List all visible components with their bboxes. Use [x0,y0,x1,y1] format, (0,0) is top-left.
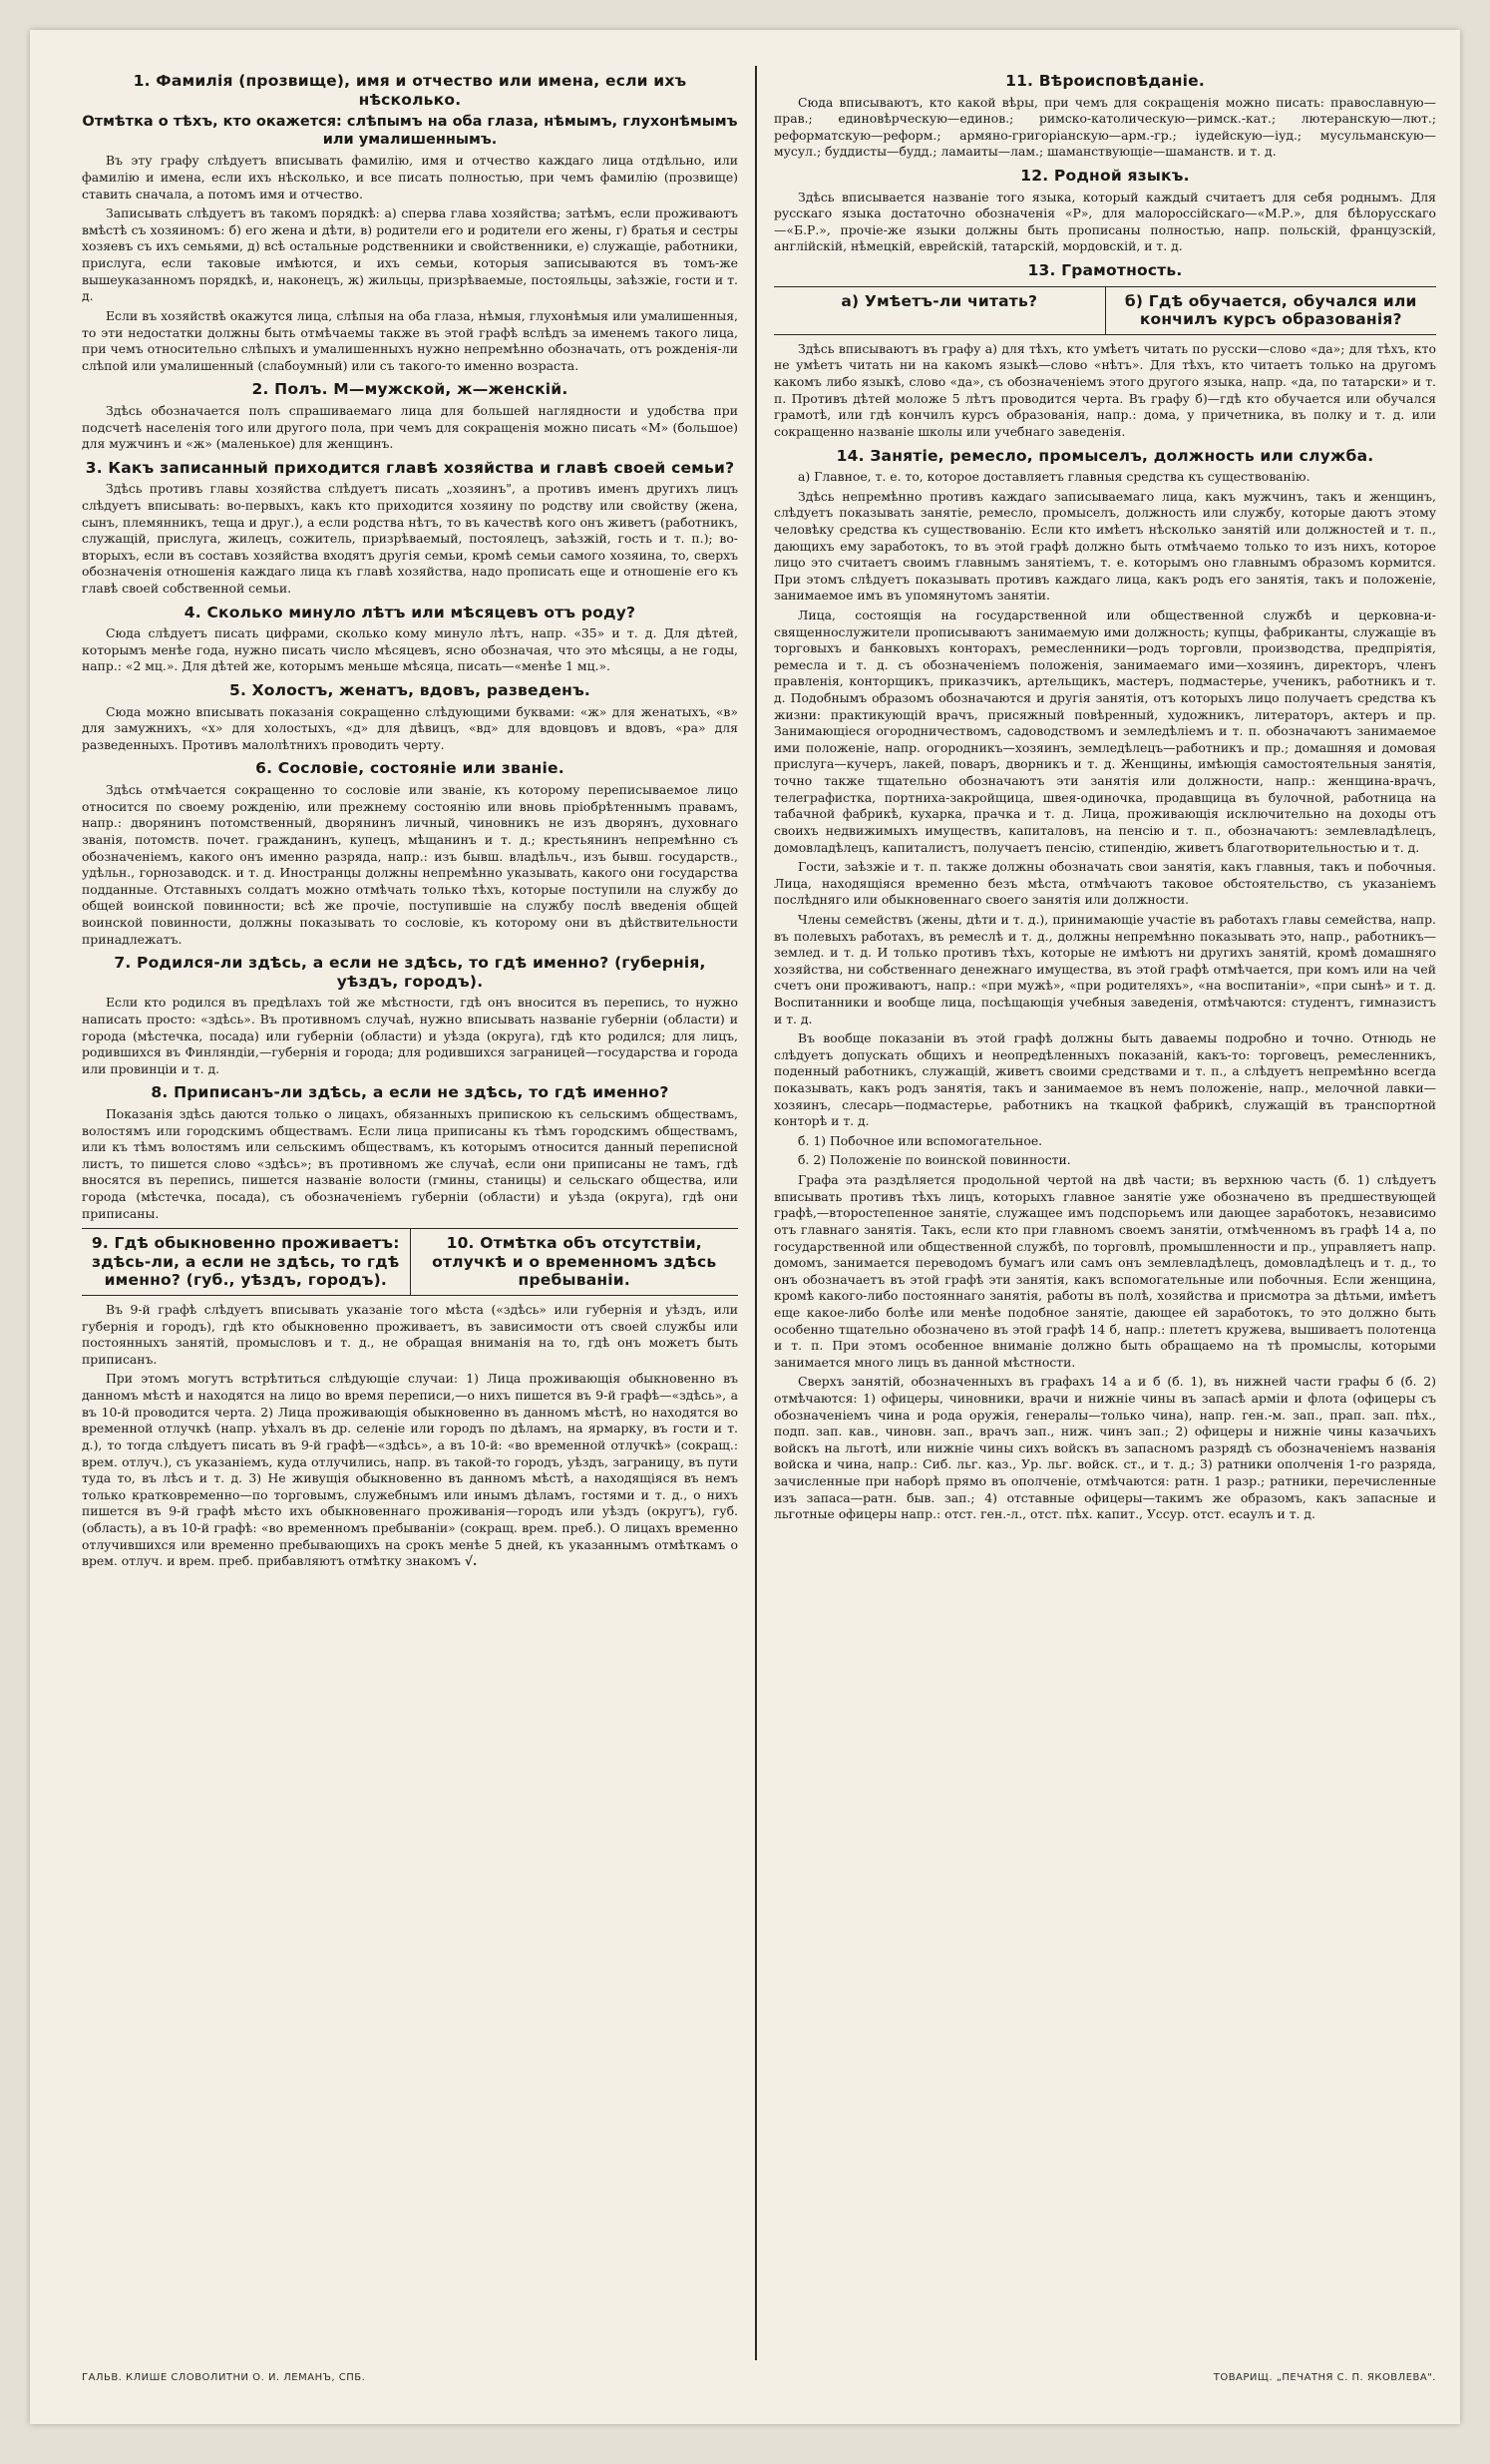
section-9-10-header [82,1228,738,1296]
section-9-paragraph-text: При этомъ могутъ встрѣтиться слѣдующіе случаи: 1) Лица проживающія обыкновенно въ данномъ мѣстѣ и находятся на лицо во время переписи,—о нихъ пишется въ 9-й графѣ—«здѣсь», а въ 10-й проводится черта. 2) Лица проживающія обыкновенно въ данномъ мѣстѣ, но находятся во временной отлучкѣ (напр. уѣхалъ въ др. селеніе или городъ по дѣламъ, на ярмарку, въ гости и т. д.), то тогда слѣдуетъ писать въ 9-й графѣ—«здѣсь», а въ 10-й: «во временной отлучкѣ» (сокращ.: врем. отлуч.), съ указаніемъ, куда отлучились, напр. въ такой-то городъ, уѣздъ, заграницу, въ пути туда то, въ лѣсъ и т. д. 3) Не живущія обыкновенно въ данномъ мѣстѣ, а находящіяся въ немъ только кратковременно—по торговымъ, служебнымъ или инымъ дѣламъ, гостями и т. д., о нихъ пишется въ 9-й графѣ мѣсто ихъ обыкновеннаго проживанія—городъ или уѣздъ (округъ), губ. (область), а въ 10-й графѣ: «во временномъ пребываніи» (сокращ. врем. преб.). О лицахъ временно отлучившихся или временно пребывающихъ на срокъ менѣе 5 дней, къ указаннымъ отмѣткамъ о врем. отлуч. и врем. преб. прибавляютъ отмѣтку знакомъ [82,1371,738,1569]
section-14-paragraph: Здѣсь непремѣнно противъ каждаго записываемаго лица, какъ мужчинъ, такъ и женщинъ, слѣдуетъ показывать занятіе, ремесло, промыселъ, должность или службу, которые даютъ этому человѣку средства къ существованію. Если кто имѣетъ нѣсколько занятій или должностей и т. п., дающихъ ему заработокъ, то въ этой графѣ должно быть отмѣчаемо только то изъ нихъ, которое лицо это считаетъ своимъ главнымъ занятіемъ, т. е. которымъ оно главнымъ образомъ кормится. При этомъ слѣдуетъ показывать противъ каждаго лица, какъ родъ его занятія, такъ и положеніе, занимаемое имъ въ упомянутомъ занятіи. [774,488,1436,604]
section-11-title: 11. Вѣроисповѣданіе. [1005,72,1205,90]
section-13b-title: б) Гдѣ обучается, обучался или кончилъ курсъ образованія? [1124,291,1417,329]
section-2-paragraph: Здѣсь обозначается полъ спрашиваемаго лица для большей наглядности и удобства при подсчетѣ населенія того или другого пола, при чемъ для сокращенія можно писать «М» (большое) для мужчинъ и «ж» (маленькое) для женщинъ. [82,402,738,452]
section-8-title: 8. Приписанъ-ли здѣсь, а если не здѣсь, то гдѣ именно? [151,1083,669,1102]
check-mark: √. [464,1553,478,1569]
section-5-paragraph: Сюда можно вписывать показанія сокращенно слѣдующими буквами: «ж» для женатыхъ, «в» для замужнихъ, «х» для холостыхъ, «д» для дѣвицъ, «вд» для вдовцовъ и вдовъ, «ра» для разведенныхъ. Противъ малолѣтнихъ проводить черту. [82,703,738,752]
section-13-paragraph: Здѣсь вписываютъ въ графу а) для тѣхъ, кто умѣетъ читать по русски—слово «да»; для тѣхъ, кто не умѣетъ читать ни на какомъ языкѣ—слово «нѣтъ». Для тѣхъ, кто читаетъ только на другомъ какомъ либо языкѣ, слово «да», съ обозначеніемъ этого другого языка, напр. «да, по татарски» и т. п. Противъ дѣтей моложе 5 лѣтъ проводится черта. Въ графу б)—гдѣ кто обучается или обучался грамотѣ, или гдѣ кончилъ курсъ образованія, напр.: дома, у причетника, въ полку и т. д. или сокращенно названіе школы или учебнаго заведенія. [774,340,1436,439]
column-divider [755,66,757,2360]
section-13a-header-cell [774,287,1105,334]
section-14a-heading: а) Главное, т. е. то, которое доставляетъ главныя средства къ существованію. [798,469,1310,485]
section-9-paragraph [82,1371,738,1569]
section-6-paragraph: Здѣсь отмѣчается сокращенно то сословіе или званіе, къ которому переписываемое лицо относится по своему рожденію, или прежнему состоянію или вновь пріобрѣтеннымъ правамъ, напр.: дворянинъ потомственный, дворянинъ личный, чиновникъ не изъ дворянъ, духовнаго званія, потомств. почет. гражданинъ, купецъ, мѣщанинъ и т. д.; крестьянинъ непремѣнно съ обозначеніемъ, какого онъ именно разряда, напр.: изъ бывш. владѣльч., изъ бывш. государств., удѣльн., горнозаводск. и т. д. Иностранцы должны непремѣнно указывать, какого они государства подданные. Отставныхъ солдатъ можно отмѣчать только тѣхъ, которые поступили на службу до общей воинской повинности; всѣ же прочіе, поступившіе на службу послѣ введенія общей воинской повинности, должны показывать то сословіе, къ которому они въ дѣйствительности принадлежатъ. [82,782,738,947]
section-1-paragraph: Записывать слѣдуетъ въ такомъ порядкѣ: а) сперва глава хозяйства; затѣмъ, если проживаютъ вмѣстѣ съ хозяиномъ: б) его жена и дѣти, в) родители его и родители его жены, г) братья и сестры хозяевъ съ ихъ семьями, д) всѣ остальные родственники и свойственники, е) служащіе, работники, прислуга, если таковые имѣются, и ихъ семьи, которыя записываются въ томъ-же вышеуказанномъ порядкѣ, и, наконецъ, ж) жильцы, призрѣваемые, постояльцы, заѣзжіе, гости и т. д. [82,205,738,304]
section-13-header [774,286,1436,335]
section-14b2-heading: б. 2) Положеніе по воинской повинности. [798,1152,1071,1168]
section-14-paragraph: Гости, заѣзжіе и т. п. также должны обозначать свои занятія, какъ главныя, такъ и побочныя. Лица, находящіяся временно безъ мѣста, отмѣчаютъ таковое обстоятельство, съ указаніемъ послѣдняго или обыкновеннаго своего занятія или должности. [774,859,1436,908]
section-14-paragraph: Лица, состоящія на государственной или общественной службѣ и церковна-и-священнослужители прописываютъ занимаемую ими должность; купцы, фабриканты, служащіе въ торговыхъ и банковыхъ конторахъ, ремесленники—родъ торговли, производства, предпріятія, ремесла и т. д. съ обозначеніемъ положенія, занимаемаго ими—хозяинъ, директоръ, членъ правленія, конторщикъ, приказчикъ, артельщикъ, мастеръ, подмастерье, ученикъ, работникъ и т. д. Подобнымъ образомъ обозначаются и другія занятія, отъ которыхъ лицо получаетъ средства къ жизни: практикующій врачъ, присяжный повѣренный, художникъ, литераторъ, актеръ и пр. Занимающіеся огородничествомъ, садоводствомъ и земледѣліемъ и т. п. обозначаютъ занимаемое ими положеніе, напр. огородникъ—хозяинъ, земледѣлецъ—работникъ и пр.; домашняя и домовая прислуга—кучеръ, лакей, поваръ, дворникъ и т. д. Женщины, имѣющія самостоятельныя занятія, точно также тщательно обозначаютъ эти занятія или должности, напр.: женщина-врачъ, телеграфистка, портниха-закройщица, швея-одиночка, продавщица въ булочной, работница на табачной фабрикѣ, кухарка, прачка и т. д. Лица, проживающія исключительно на доходы отъ своихъ недвижимыхъ имуществъ, капиталовъ, на пенсію и т. п., обозначаютъ: землевладѣлецъ, домовладѣлецъ, капиталистъ, получаетъ пенсію, стипендію, живетъ благотворительностью и т. д. [774,607,1436,855]
section-1-subtitle: Отмѣтка о тѣхъ, кто окажется: слѣпымъ на оба глаза, нѣмымъ, глухонѣмымъ или умалишеннымъ. [82,114,738,149]
section-14-paragraph: Въ вообще показаніи въ этой графѣ должны быть даваемы подробно и точно. Отнюдь не слѣдуетъ допускать общихъ и неопредѣленныхъ показаній, какъ-то: торговецъ, ремесленникъ, поденный работникъ, служащій, живетъ своими средствами и т. п., а слѣдуетъ непремѣнно всегда показывать, какъ родъ занятія, такъ и занимаемое въ немъ положеніе, напр., мелочной лавки—хозяинъ, слесарь—подмастерье, работникъ на ткацкой фабрикѣ, служащій въ транспортной конторѣ и т. д. [774,1030,1436,1129]
section-7-paragraph: Если кто родился въ предѣлахъ той же мѣстности, гдѣ онъ вносится въ перепись, то нужно написать просто: «здѣсь». Въ противномъ случаѣ, нужно вписывать названіе губерніи (области) и города (мѣстечка, посада) или губерніи (области) и уѣзда (округа), гдѣ кто родился; для лицъ, родившихся въ Финляндіи,—губернія и города; для родившихся заграницей—государства и города или провинціи и т. д. [82,995,738,1076]
section-9-header-cell [82,1229,410,1295]
section-1-paragraph: Если въ хозяйствѣ окажутся лица, слѣпыя на оба глаза, нѣмыя, глухонѣмыя или умалишенныя, то эти недостатки должны быть отмѣчаемы также въ этой графѣ вслѣдъ за именемъ такого лица, при чемъ относительно слѣпыхъ и умалишенныхъ нужно непремѣнно обозначать, отъ рожденія-ли слѣпой или умалишенный (слабоумный) или съ такого-то именно возраста. [82,307,738,373]
section-10-header-cell [410,1229,739,1295]
section-10-title: 10. Отмѣтка объ отсутствіи, отлучкѣ и о временномъ здѣсь пребываніи. [432,1234,717,1290]
section-5-title: 5. Холостъ, женатъ, вдовъ, разведенъ. [228,681,591,700]
section-6-title: 6. Сословіе, состояніе или званіе. [255,759,564,778]
section-14-paragraph: Члены семействъ (жены, дѣти и т. д.), принимающіе участіе въ работахъ главы семейства, напр. въ полевыхъ работахъ, въ ремеслѣ и т. д., должны непремѣнно показывать это, напр., работникъ—землед. и т. д. И только противъ тѣхъ, которые не имѣютъ ни другихъ занятій, кромѣ домашняго хозяйства, ни собственнаго денежнаго имущества, въ этой графѣ отмѣчается, при комъ или на чей счетъ они проживаютъ, напр.: «при мужѣ», «при родителяхъ», «на воспитаніи», «при сынѣ» и т. д. Воспитанники и вообще лица, посѣщающія учебныя заведенія, отмѣчаются: студентъ, гимназистъ и т. д. [774,911,1436,1027]
section-3-title: 3. Какъ записанный приходится главѣ хозяйства и главѣ своей семьи? [85,458,735,477]
section-8-paragraph: Показанія здѣсь даются только о лицахъ, обязанныхъ припискою къ сельскимъ обществамъ, волостямъ или городскимъ обществамъ. Если лица приписаны къ тѣмъ городскимъ обществамъ, или къ тѣмъ волостямъ или сельскимъ обществамъ, къ которымъ относится данный переписной листъ, то пишется слово «здѣсь»; въ противномъ же случаѣ, если они приписаны не тамъ, гдѣ вносятся въ перепись, пишется названіе волости (гмины, станицы) и сельскаго общества, или города (мѣстечка, посада), съ обозначеніемъ губерніи (области) и уѣзда (округа), гдѣ они приписаны. [82,1106,738,1221]
section-1-paragraph: Въ эту графу слѣдуетъ вписывать фамилію, имя и отчество каждаго лица отдѣльно, или фамилію и имена, если ихъ нѣсколько, и все писать полностью, при чемъ фамилію (прозвище) ставить сначала, а потомъ имя и отчество. [82,153,738,202]
section-12-paragraph: Здѣсь вписывается названіе того языка, который каждый считаетъ для себя роднымъ. Для русскаго языка достаточно обозначенія «Р», для малороссійскаго—«М.Р.», для бѣлорусскаго—«Б.Р.», прочіе-же языки должны быть прописаны полностью, напр. польскій, французскій, англійскій, нѣмецкій, еврейскій, татарскій, мордовскій, и т. д. [774,189,1436,254]
section-14-paragraph: Графа эта раздѣляется продольной чертой на двѣ части; въ верхнюю часть (б. 1) слѣдуетъ вписывать противъ тѣхъ лицъ, которыхъ главное занятіе уже обозначено въ предшествующей графѣ,—второстепенное занятіе, служащее имъ подспорьемъ или дающее заработокъ, независимо отъ главнаго занятія. Такъ, если кто при главномъ своемъ занятіи, отмѣченномъ въ графѣ 14 а, по государственной или общественной службѣ, по торговлѣ, промышленности и пр., управляетъ напр. домомъ, занимается переводомъ бумагъ или самъ онъ землевладѣлецъ, домовладѣлецъ и т. д., то онъ обозначаетъ въ этой графѣ эти занятія, какъ вспомогательные или побочныя. Если женщина, кромѣ какого-либо постояннаго занятія, работы въ полѣ, хозяйства и присмотра за дѣтьми, имѣетъ еще какое-либо болѣе или менѣе подобное занятіе, дающее ей заработокъ, то это должно быть особенно тщательно обозначено въ этой графѣ 14 б, напр.: плететъ кружева, вышиваетъ полотенца и т. п. При этомъ особенное вниманіе должно быть обращаемо на тѣ промыслы, которыми занимается много лицъ въ данной мѣстности. [774,1172,1436,1370]
section-11-paragraph: Сюда вписываютъ, кто какой вѣры, при чемъ для сокращенія можно писать: православную—прав.; единовѣрческую—единов.; римско-католическую—римск.-кат.; лютеранскую—лют.; реформатскую—реформ.; армяно-григоріанскую—арм.-гр.; іудейскую—іуд.; мусульманскую—мусул.; буддисты—будд.; ламаиты—лам.; шаманствующіе—шаманств. и т. д. [774,94,1436,160]
section-4-paragraph: Сюда слѣдуетъ писать цифрами, сколько кому минуло лѣтъ, напр. «35» и т. д. Для дѣтей, которымъ менѣе года, нужно писать число мѣсяцевъ, ясно обозначая, что это мѣсяцы, а не годы, напр.: «2 мц.». Для дѣтей же, которымъ меньше мѣсяца, писать—«менѣе 1 мц.». [82,625,738,674]
section-3-paragraph: Здѣсь противъ главы хозяйства слѣдуетъ писать „хозяинъ", а противъ именъ другихъ лицъ слѣдуетъ вписывать: во-первыхъ, какъ кто приходится хозяину по родству или свойству (жена, сынъ, племянникъ, теща и друг.), а если родства нѣтъ, то въ качествѣ кого онъ живетъ (работникъ, служащій, прислуга, жилецъ, сожитель, призрѣваемый, постоялецъ, заѣзжій, гость и т. п.); во-вторыхъ, если въ составъ хозяйства входятъ другія семьи, кромѣ семьи самого хозяина, то, сверхъ обозначенія отношенія каждаго лица къ главѣ хозяйства, надо прописать еще и отношеніе его къ главѣ своей собственной семьи. [82,481,738,597]
section-7-title: 7. Родился-ли здѣсь, а если не здѣсь, то гдѣ именно? (губернія, уѣздъ, городъ). [114,954,706,991]
section-9-paragraph: Въ 9-й графѣ слѣдуетъ вписывать указаніе того мѣста («здѣсь» или губернія и уѣздъ, или губернія и городъ), гдѣ кто обыкновенно проживаетъ, въ зависимости отъ своей службы или постоянныхъ занятій, промысловъ и т. д., не обращая вниманія на то, гдѣ онъ можетъ быть приписанъ. [82,1302,738,1367]
section-9-title: 9. Гдѣ обыкновенно проживаетъ: здѣсь-ли, а если не здѣсь, то гдѣ именно? (губ., уѣздъ, городъ). [91,1234,400,1290]
section-13b-header-cell [1105,287,1437,334]
section-2-title: 2. Полъ. М—мужской, ж—женскій. [251,380,568,399]
section-13-title: 13. Грамотность. [1027,261,1183,280]
section-4-title: 4. Сколько минуло лѣтъ или мѣсяцевъ отъ роду? [184,603,636,621]
section-12-title: 12. Родной языкъ. [1020,167,1190,186]
section-14b1-heading: б. 1) Побочное или вспомогательное. [798,1132,1043,1148]
right-column [774,66,1436,2330]
section-14-paragraph: Сверхъ занятій, обозначенныхъ въ графахъ 14 а и б (б. 1), въ нижней части графы б (б. 2) отмѣчаются: 1) офицеры, чиновники, врачи и нижніе чины въ запасѣ арміи и флота (офицеры съ обозначеніемъ чина и рода оружія, генералы—только чина), напр. ген.-м. зап., прап. зап. пѣх., подп. зап. кав., чиновн. зап., врачъ зап., ниж. чинъ зап.; 2) офицеры и нижніе чины казачьихъ войскъ на льготѣ, или нижніе чины сихъ войскъ въ запасномъ разрядѣ съ обозначеніемъ названія войска и чина, напр.: Сиб. льг. каз., Ур. льг. войск. ст., и т. д.; 3) ратники ополченія 1-го разряда, зачисленные при наборѣ прямо въ ополченіе, отмѣчаются: ратн. 1 разр.; ратники, перечисленные изъ запаса—ратн. быв. зап.; 4) отставные офицеры—такимъ же образомъ, какъ запасные и льготные офицеры напр.: отст. ген.-л., отст. пѣх. капит., Уссур. отст. есаулъ и т. д. [774,1374,1436,1522]
left-column [82,66,738,2330]
imprint-right: ТОВАРИЩ. „ПЕЧАТНЯ С. П. ЯКОВЛЕВА". [1213,2372,1436,2383]
section-1-title: 1. Фамилія (прозвище), имя и отчество или имена, если ихъ нѣсколько. [133,72,687,109]
imprint-left: ГАЛЬВ. КЛИШЕ СЛОВОЛИТНИ О. И. ЛЕМАНЪ, СПБ. [82,2372,366,2383]
section-13a-title: а) Умѣетъ-ли читать? [841,291,1038,310]
section-14-title: 14. Занятіе, ремесло, промыселъ, должность или служба. [836,446,1374,465]
census-instructions-sheet [30,30,1460,2424]
